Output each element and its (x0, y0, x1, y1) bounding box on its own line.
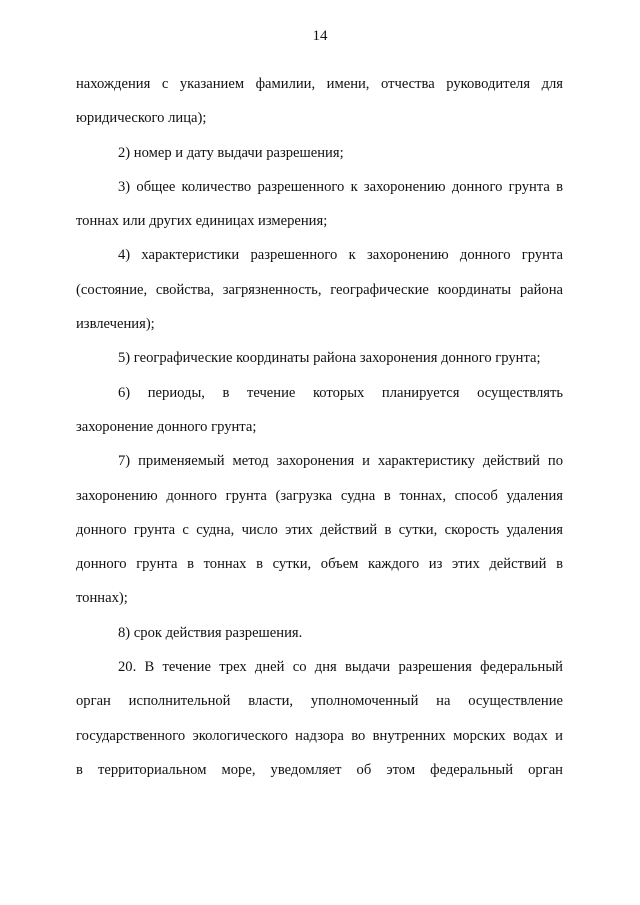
text-line: захоронению донного грунта (загрузка судна в тоннах, способ удаления (76, 487, 563, 504)
text-line: нахождения с указанием фамилии, имени, отчества руководителя для (76, 76, 563, 92)
page-number: 14 (312, 28, 328, 44)
text-line: (состояние, свойства, загрязненность, географические координаты района (76, 281, 563, 298)
text-line: 6) периоды, в течение которых планируется осуществлять (118, 384, 563, 401)
text-line: донного грунта с судна, число этих действий в сутки, скорость удаления (76, 521, 563, 538)
text-line: донного грунта в тоннах в сутки, объем каждого из этих действий в (76, 556, 563, 573)
document-body (76, 74, 563, 794)
text-line: тоннах); (76, 590, 128, 607)
text-line: орган исполнительной власти, уполномоченный на осуществление (76, 693, 563, 710)
text-line: 8) срок действия разрешения. (118, 624, 303, 641)
text-line: 20. В течение трех дней со дня выдачи разрешения федеральный (118, 659, 563, 676)
text-line: 3) общее количество разрешенного к захоронению донного грунта в (118, 178, 563, 195)
text-line: 5) географические координаты района захоронения донного грунта; (118, 350, 541, 367)
text-line: захоронение донного грунта; (76, 418, 257, 435)
text-line: 4) характеристики разрешенного к захоронению донного грунта (118, 247, 563, 264)
text-line: 2) номер и дату выдачи разрешения; (118, 144, 344, 161)
text-line: юридического лица); (76, 110, 207, 127)
text-line: тоннах или других единицах измерения; (76, 213, 328, 230)
text-line: в территориальном море, уведомляет об этом федеральный орган (76, 761, 563, 778)
text-line: извлечения); (76, 316, 155, 333)
text-line: государственного экологического надзора во внутренних морских водах и (76, 727, 563, 744)
text-line: 7) применяемый метод захоронения и характеристику действий по (118, 453, 563, 470)
